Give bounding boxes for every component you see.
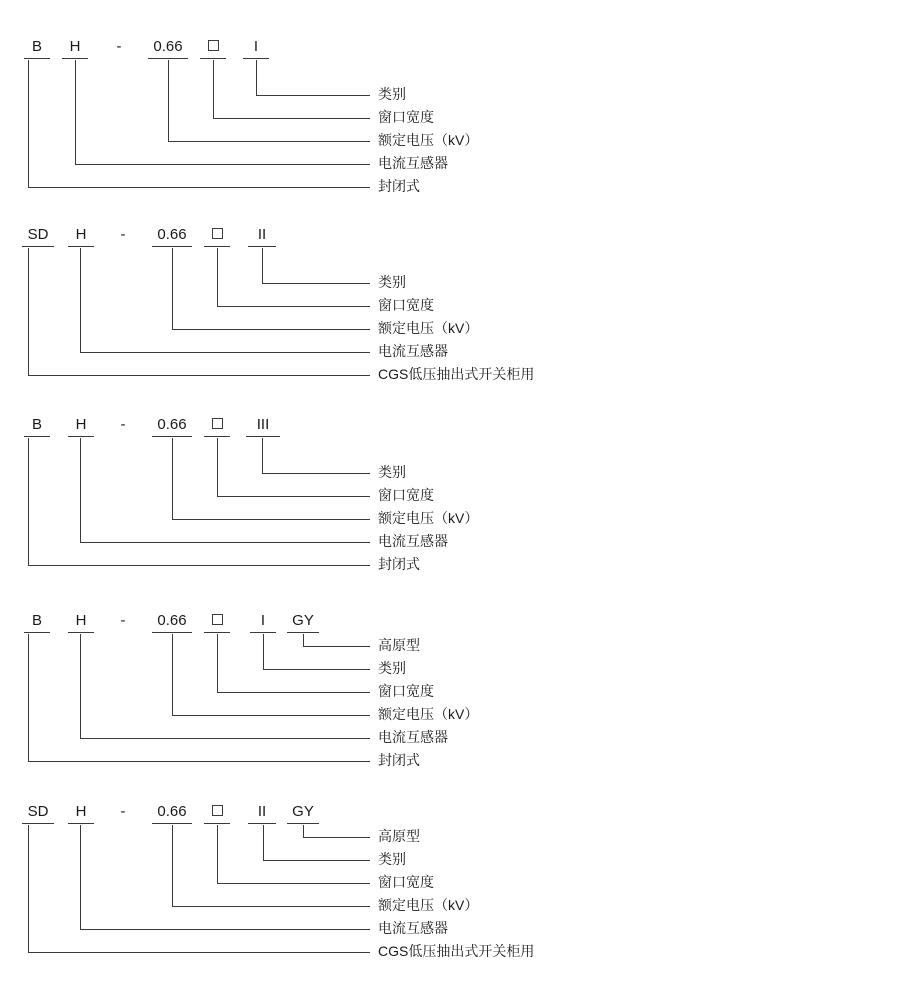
leader-v-window (217, 825, 218, 883)
leader-v-category (262, 248, 263, 283)
leader-v-voltage (168, 60, 169, 141)
callout-category: 类别 (378, 86, 406, 102)
leader-v-cgs (28, 248, 29, 375)
callout-rated-voltage: 额定电压（kV） (378, 897, 479, 913)
token-b: B (24, 612, 50, 633)
leader-v-ct (80, 438, 81, 542)
leader-v-window (213, 60, 214, 118)
callout-category: 类别 (378, 464, 406, 480)
callout-category: 类别 (378, 660, 406, 676)
token-dash: - (120, 803, 126, 820)
token-category: II (248, 803, 276, 824)
callout-category: 类别 (378, 274, 406, 290)
token-window-square (204, 226, 230, 247)
leader-v-window (217, 248, 218, 306)
leader-v-plateau (303, 825, 304, 837)
leader-h-plateau (303, 646, 370, 647)
token-h: H (68, 612, 94, 633)
token-h: H (68, 416, 94, 437)
leader-h-category (262, 473, 370, 474)
square-symbol (208, 40, 219, 51)
token-voltage: 0.66 (152, 416, 192, 437)
leader-h-voltage (168, 141, 370, 142)
callout-window-width: 窗口宽度 (378, 874, 434, 890)
block-1 (0, 38, 900, 203)
leader-h-window (217, 883, 370, 884)
block-4-token-row (0, 612, 900, 642)
leader-h-cgs (28, 952, 370, 953)
leader-v-voltage (172, 825, 173, 906)
block-3 (0, 416, 900, 581)
block-5 (0, 803, 900, 968)
leader-h-category (262, 283, 370, 284)
token-dash: - (120, 226, 126, 243)
leader-h-window (213, 118, 370, 119)
leader-v-ct (75, 60, 76, 164)
leader-v-window (217, 438, 218, 496)
callout-cgs-cabinet: CGS低压抽出式开关柜用 (378, 943, 535, 959)
leader-h-ct (80, 738, 370, 739)
leader-h-plateau (303, 837, 370, 838)
token-category: I (250, 612, 276, 633)
square-symbol (212, 805, 223, 816)
token-voltage: 0.66 (152, 612, 192, 633)
token-plateau: GY (287, 612, 319, 633)
leader-v-voltage (172, 634, 173, 715)
callout-current-transformer: 电流互感器 (378, 343, 448, 359)
callout-current-transformer: 电流互感器 (378, 729, 448, 745)
square-symbol (212, 418, 223, 429)
leader-v-cgs (28, 825, 29, 952)
leader-v-ct (80, 248, 81, 352)
token-window-square (204, 612, 230, 633)
leader-h-window (217, 496, 370, 497)
leader-v-category (263, 634, 264, 669)
callout-window-width: 窗口宽度 (378, 487, 434, 503)
token-b: B (24, 38, 50, 59)
callout-window-width: 窗口宽度 (378, 109, 434, 125)
token-plateau: GY (287, 803, 319, 824)
token-voltage: 0.66 (148, 38, 188, 59)
square-symbol (212, 614, 223, 625)
callout-rated-voltage: 额定电压（kV） (378, 132, 479, 148)
leader-h-voltage (172, 329, 370, 330)
leader-h-ct (80, 542, 370, 543)
token-category: III (246, 416, 280, 437)
block-5-token-row (0, 803, 900, 833)
token-h: H (68, 803, 94, 824)
token-voltage: 0.66 (152, 803, 192, 824)
callout-cgs-cabinet: CGS低压抽出式开关柜用 (378, 366, 535, 382)
callout-enclosed: 封闭式 (378, 178, 420, 194)
leader-v-ct (80, 825, 81, 929)
leader-h-cgs (28, 375, 370, 376)
callout-window-width: 窗口宽度 (378, 683, 434, 699)
callout-current-transformer: 电流互感器 (378, 155, 448, 171)
token-voltage: 0.66 (152, 226, 192, 247)
callout-current-transformer: 电流互感器 (378, 920, 448, 936)
callout-window-width: 窗口宽度 (378, 297, 434, 313)
token-category: I (243, 38, 269, 59)
token-window-square (204, 416, 230, 437)
callout-plateau-type: 高原型 (378, 637, 420, 653)
callout-enclosed: 封闭式 (378, 556, 420, 572)
square-symbol (212, 228, 223, 239)
leader-h-voltage (172, 715, 370, 716)
leader-v-voltage (172, 438, 173, 519)
token-dash: - (120, 416, 126, 433)
leader-v-category (262, 438, 263, 473)
leader-h-enclosed (28, 761, 370, 762)
leader-v-category (256, 60, 257, 95)
leader-h-category (263, 669, 370, 670)
leader-h-voltage (172, 906, 370, 907)
leader-v-enclosed (28, 634, 29, 761)
block-3-token-row (0, 416, 900, 446)
leader-h-window (217, 692, 370, 693)
token-h: H (62, 38, 88, 59)
callout-category: 类别 (378, 851, 406, 867)
leader-v-category (263, 825, 264, 860)
callout-plateau-type: 高原型 (378, 828, 420, 844)
leader-h-ct (80, 352, 370, 353)
leader-h-voltage (172, 519, 370, 520)
leader-h-category (263, 860, 370, 861)
block-4 (0, 612, 900, 777)
token-dash: - (116, 38, 122, 55)
leader-h-category (256, 95, 370, 96)
leader-h-window (217, 306, 370, 307)
leader-v-enclosed (28, 60, 29, 187)
leader-h-ct (80, 929, 370, 930)
token-b: B (24, 416, 50, 437)
leader-v-enclosed (28, 438, 29, 565)
token-window-square (200, 38, 226, 59)
token-sd: SD (22, 226, 54, 247)
callout-rated-voltage: 额定电压（kV） (378, 510, 479, 526)
leader-v-plateau (303, 634, 304, 646)
token-window-square (204, 803, 230, 824)
leader-h-ct (75, 164, 370, 165)
token-h: H (68, 226, 94, 247)
leader-v-window (217, 634, 218, 692)
block-1-token-row (0, 38, 900, 68)
callout-current-transformer: 电流互感器 (378, 533, 448, 549)
leader-h-enclosed (28, 187, 370, 188)
callout-rated-voltage: 额定电压（kV） (378, 320, 479, 336)
leader-v-ct (80, 634, 81, 738)
leader-v-voltage (172, 248, 173, 329)
token-sd: SD (22, 803, 54, 824)
token-dash: - (120, 612, 126, 629)
token-category: II (248, 226, 276, 247)
block-2 (0, 226, 900, 391)
block-2-token-row (0, 226, 900, 256)
leader-h-enclosed (28, 565, 370, 566)
callout-rated-voltage: 额定电压（kV） (378, 706, 479, 722)
callout-enclosed: 封闭式 (378, 752, 420, 768)
